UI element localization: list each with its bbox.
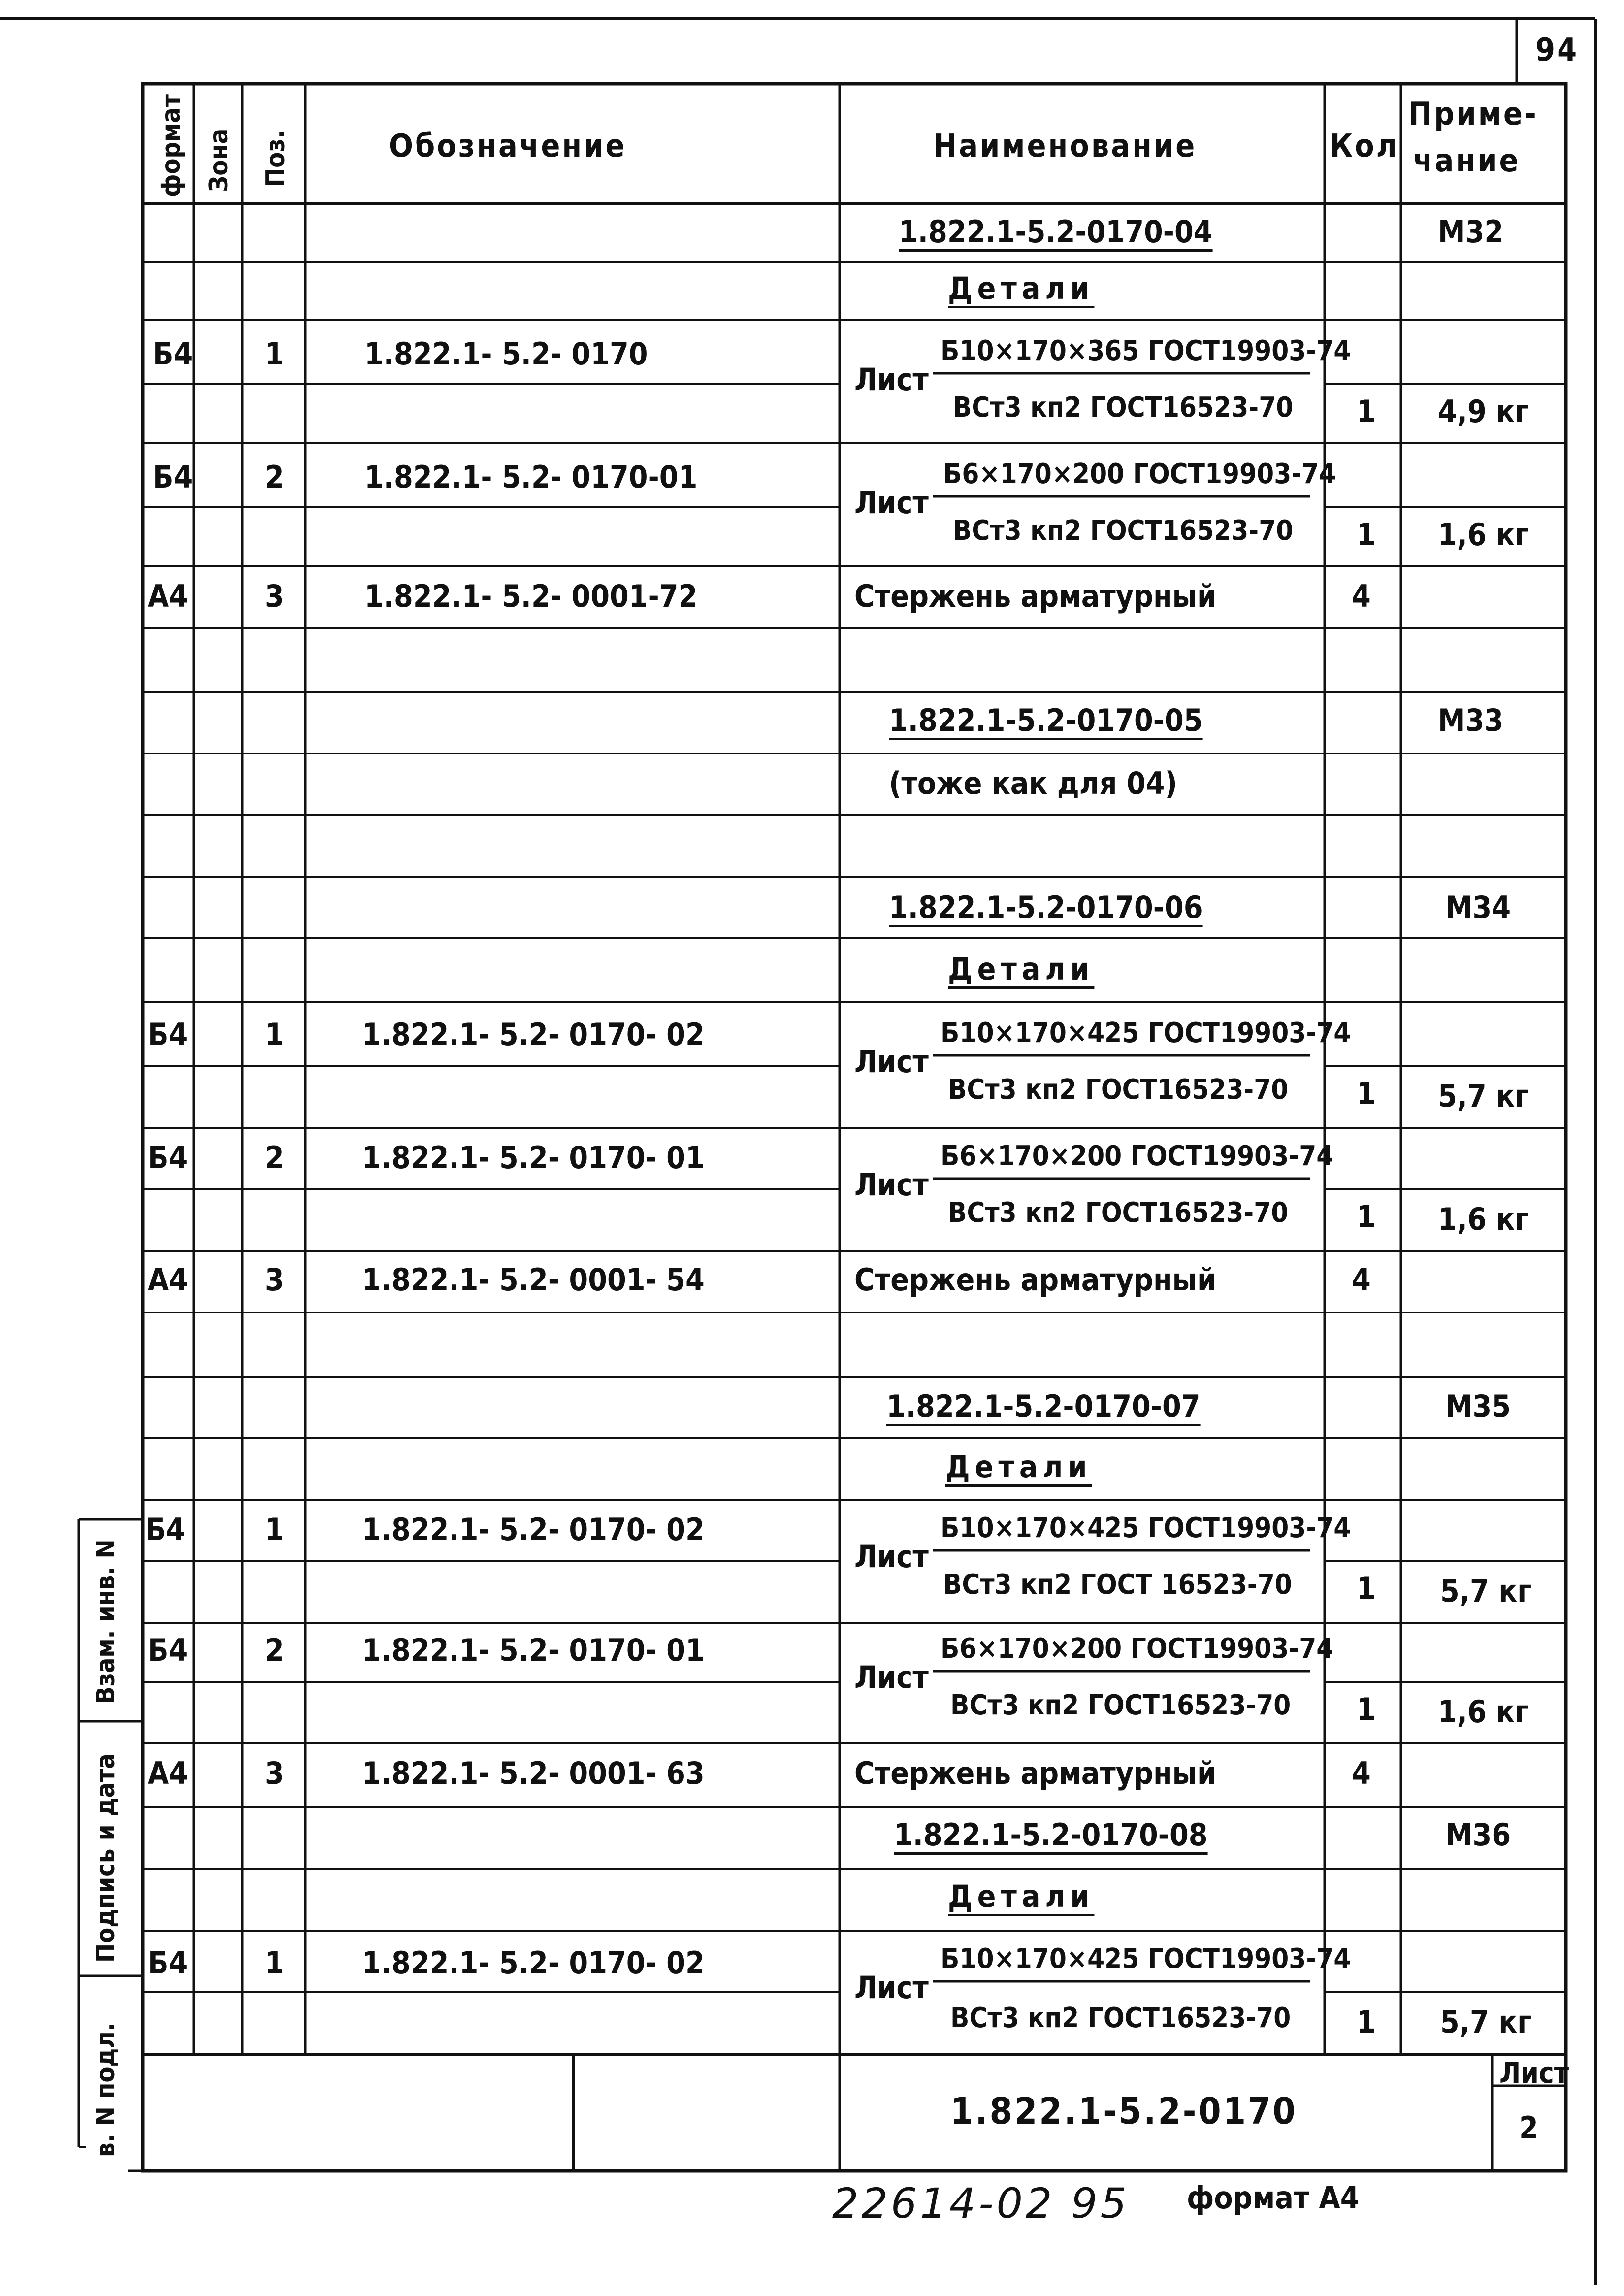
note-cell: 5,7 кг	[1438, 1078, 1529, 1114]
designation-cell: 1.822.1- 5.2- 0001- 63	[362, 1755, 705, 1791]
assembly-heading: 1.822.1-5.2-0170-05	[889, 702, 1203, 738]
qty-cell: 1	[1357, 2004, 1376, 2040]
qty-cell: 1	[1357, 517, 1376, 553]
designation-cell: 1.822.1- 5.2- 0170- 02	[362, 1511, 705, 1547]
name-fraction-bottom: ВСт3 кп2 ГОСТ 16523-70	[943, 1569, 1292, 1601]
designation-cell: 1.822.1- 5.2- 0170- 01	[362, 1140, 705, 1176]
designation-cell: 1.822.1- 5.2- 0170	[364, 336, 648, 372]
document-code: 1.822.1-5.2-0170	[950, 2090, 1298, 2132]
name-prefix: Лист	[854, 1659, 929, 1695]
designation-cell: 1.822.1- 5.2- 0170- 02	[362, 1017, 705, 1052]
pos-cell: 2	[265, 459, 284, 495]
pos-cell: 3	[265, 1755, 284, 1791]
name-cell: Стержень арматурный	[854, 1755, 1217, 1791]
qty-cell: 1	[1357, 1199, 1376, 1235]
col-note-header-2: чание	[1413, 143, 1521, 179]
note-cell: 1,6 кг	[1438, 1201, 1529, 1237]
col-designation-header: Обозначение	[389, 128, 627, 164]
name-prefix: Лист	[854, 485, 929, 521]
note-cell: М33	[1438, 702, 1504, 738]
pos-cell: 1	[265, 1945, 284, 1981]
note-cell: 4,9 кг	[1438, 394, 1529, 429]
note-cell: М34	[1445, 889, 1511, 925]
format-cell: Б4	[148, 1017, 188, 1052]
designation-cell: 1.822.1- 5.2- 0170- 01	[362, 1632, 705, 1668]
note-cell: М36	[1445, 1817, 1511, 1853]
designation-cell: 1.822.1- 5.2- 0170-01	[364, 459, 698, 495]
format-cell: Б4	[153, 336, 193, 372]
format-cell: Б4	[153, 459, 193, 495]
pos-cell: 2	[265, 1632, 284, 1668]
name-cell: Стержень арматурный	[854, 578, 1217, 614]
col-note-header-1: Приме-	[1408, 96, 1538, 132]
note-cell: 5,7 кг	[1440, 2004, 1532, 2040]
format-cell: А4	[148, 578, 188, 614]
name-fraction-top: Б10×170×365 ГОСТ19903-74	[941, 335, 1351, 367]
name-cell: Стержень арматурный	[854, 1262, 1217, 1298]
col-pos-header: Поз.	[261, 130, 291, 187]
note-cell: 1,6 кг	[1438, 517, 1529, 553]
format-cell: Б4	[148, 1140, 188, 1176]
pos-cell: 2	[265, 1140, 284, 1176]
qty-cell: 4	[1352, 578, 1371, 614]
handwritten-archive-number: 22614-02 95	[832, 2179, 1130, 2228]
format-cell: Б4	[145, 1511, 186, 1547]
qty-cell: 1	[1357, 394, 1376, 429]
note-cell: 5,7 кг	[1440, 1573, 1532, 1609]
format-cell: Б4	[148, 1945, 188, 1981]
section-heading: Детали	[948, 270, 1095, 306]
name-prefix: Лист	[854, 1167, 929, 1203]
format-cell: А4	[148, 1262, 188, 1298]
name-prefix: Лист	[854, 1044, 929, 1080]
name-fraction-top: Б6×170×200 ГОСТ19903-74	[941, 1633, 1334, 1665]
name-prefix: Лист	[854, 1539, 929, 1574]
col-zone-header: Зона	[204, 128, 234, 192]
col-qty-header: Кол	[1330, 128, 1399, 164]
designation-cell: 1.822.1- 5.2- 0170- 02	[362, 1945, 705, 1981]
name-cell: (тоже как для 04)	[889, 765, 1177, 801]
format-cell: Б4	[148, 1632, 188, 1668]
section-heading: Детали	[945, 1449, 1092, 1485]
pos-cell: 1	[265, 336, 284, 372]
name-fraction-top: Б10×170×425 ГОСТ19903-74	[941, 1017, 1351, 1049]
pos-cell: 1	[265, 1511, 284, 1547]
name-fraction-bottom: ВСт3 кп2 ГОСТ16523-70	[948, 1074, 1289, 1106]
sheet-label: Лист	[1499, 2056, 1569, 2090]
note-cell: 1,6 кг	[1438, 1694, 1529, 1730]
col-format-header: формат	[157, 94, 186, 197]
qty-cell: 1	[1357, 1571, 1376, 1607]
format-label: формат А4	[1187, 2180, 1360, 2216]
qty-cell: 4	[1352, 1262, 1371, 1298]
name-prefix: Лист	[854, 1969, 929, 2005]
assembly-heading: 1.822.1-5.2-0170-04	[899, 214, 1213, 250]
page-number: 94	[1535, 32, 1579, 68]
assembly-heading: 1.822.1-5.2-0170-06	[889, 889, 1203, 925]
name-fraction-top: Б10×170×425 ГОСТ19903-74	[941, 1512, 1351, 1544]
pos-cell: 1	[265, 1017, 284, 1052]
qty-cell: 4	[1352, 1755, 1371, 1791]
name-fraction-bottom: ВСт3 кп2 ГОСТ16523-70	[950, 1689, 1291, 1721]
name-fraction-bottom: ВСт3 кп2 ГОСТ16523-70	[953, 392, 1294, 424]
name-fraction-bottom: ВСт3 кп2 ГОСТ16523-70	[953, 515, 1294, 547]
designation-cell: 1.822.1- 5.2- 0001-72	[364, 578, 698, 614]
assembly-heading: 1.822.1-5.2-0170-07	[886, 1388, 1201, 1424]
name-fraction-bottom: ВСт3 кп2 ГОСТ16523-70	[948, 1197, 1289, 1229]
note-cell: М32	[1438, 214, 1504, 250]
pos-cell: 3	[265, 1262, 284, 1298]
stamp-sign-date: Подпись и дата	[91, 1753, 121, 1963]
section-heading: Детали	[948, 1878, 1095, 1914]
col-name-header: Наименование	[933, 128, 1197, 164]
name-fraction-top: Б6×170×200 ГОСТ19903-74	[941, 1140, 1334, 1172]
assembly-heading: 1.822.1-5.2-0170-08	[894, 1817, 1208, 1853]
sheet-number: 2	[1519, 2110, 1538, 2146]
pos-cell: 3	[265, 578, 284, 614]
designation-cell: 1.822.1- 5.2- 0001- 54	[362, 1262, 705, 1298]
name-fraction-top: Б6×170×200 ГОСТ19903-74	[943, 458, 1336, 490]
qty-cell: 1	[1357, 1076, 1376, 1112]
note-cell: М35	[1445, 1388, 1511, 1424]
name-prefix: Лист	[854, 361, 929, 397]
stamp-inv-vzam: Взам. инв. N	[91, 1539, 121, 1704]
format-cell: А4	[148, 1755, 188, 1791]
qty-cell: 1	[1357, 1691, 1376, 1727]
name-fraction-top: Б10×170×425 ГОСТ19903-74	[941, 1943, 1351, 1975]
section-heading: Детали	[948, 951, 1095, 987]
name-fraction-bottom: ВСт3 кп2 ГОСТ16523-70	[950, 2002, 1291, 2034]
stamp-inv-podl: в. N подл.	[91, 2022, 121, 2157]
